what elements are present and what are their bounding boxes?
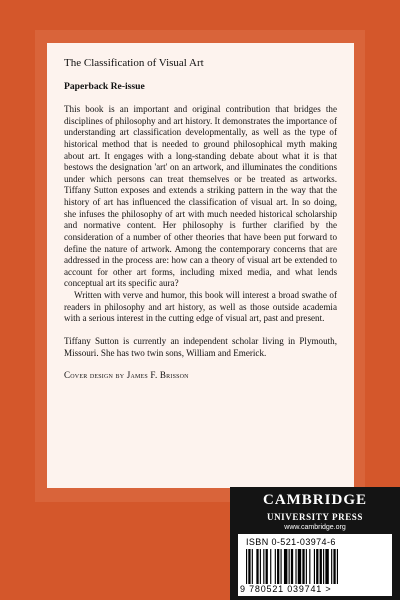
barcode-icon	[246, 549, 384, 584]
back-cover-text-panel	[47, 43, 354, 488]
isbn-label: ISBN 0-521-03974-6	[246, 537, 336, 547]
barcode-digits: 9 780521 039741 >	[240, 584, 332, 594]
author-bio: Tiffany Sutton is currently an independent scholar living in Plymouth, Missouri. She has two twin sons, William and Emerick.	[64, 335, 337, 358]
publisher-name: CAMBRIDGE	[262, 492, 367, 508]
cover-design-credit: Cover design by James F. Brisson	[64, 370, 189, 381]
blurb-paragraph-2: Written with verve and humor, this book will interest a broad swathe of readers in philosophy and art history, as well as those outside academia with a serious interest in the cutting edge of visual art, past and present.	[64, 290, 337, 324]
blurb-paragraph-1: This book is an important and original contribution that bridges the disciplines of philosophy and art history. It demonstrates the importance of understanding art classification developmentally, as well as the type of historical method that is needed to ground philosophical myth making about art. It engages with a long-standing debate about what it is that bestows the designation 'art' on an artwork, and illuminates the conditions under which persons can treat themselves or be treated as artworks. Tiffany Sutton exposes and extends a striking pattern in the way that the history of art has influenced the classification of visual art. In so doing, she infuses the philosophy of art with much needed historical scholarship and normative content. Her philosophy is further clarified by the consideration of a number of other theories that have been put forward to define the nature of artwork. Among the contemporary concerns that are addressed in the process are: how can a theory of visual art be extended to account for other art forms, including mixed media, and what lends conceptual art its specific aura?	[64, 104, 337, 289]
edition-label: Paperback Re-issue	[64, 81, 145, 92]
publisher-url: www.cambridge.org	[284, 524, 346, 531]
barcode-card	[238, 534, 392, 596]
publisher-subname: UNIVERSITY PRESS	[266, 512, 364, 522]
book-title: The Classification of Visual Art	[64, 57, 204, 69]
